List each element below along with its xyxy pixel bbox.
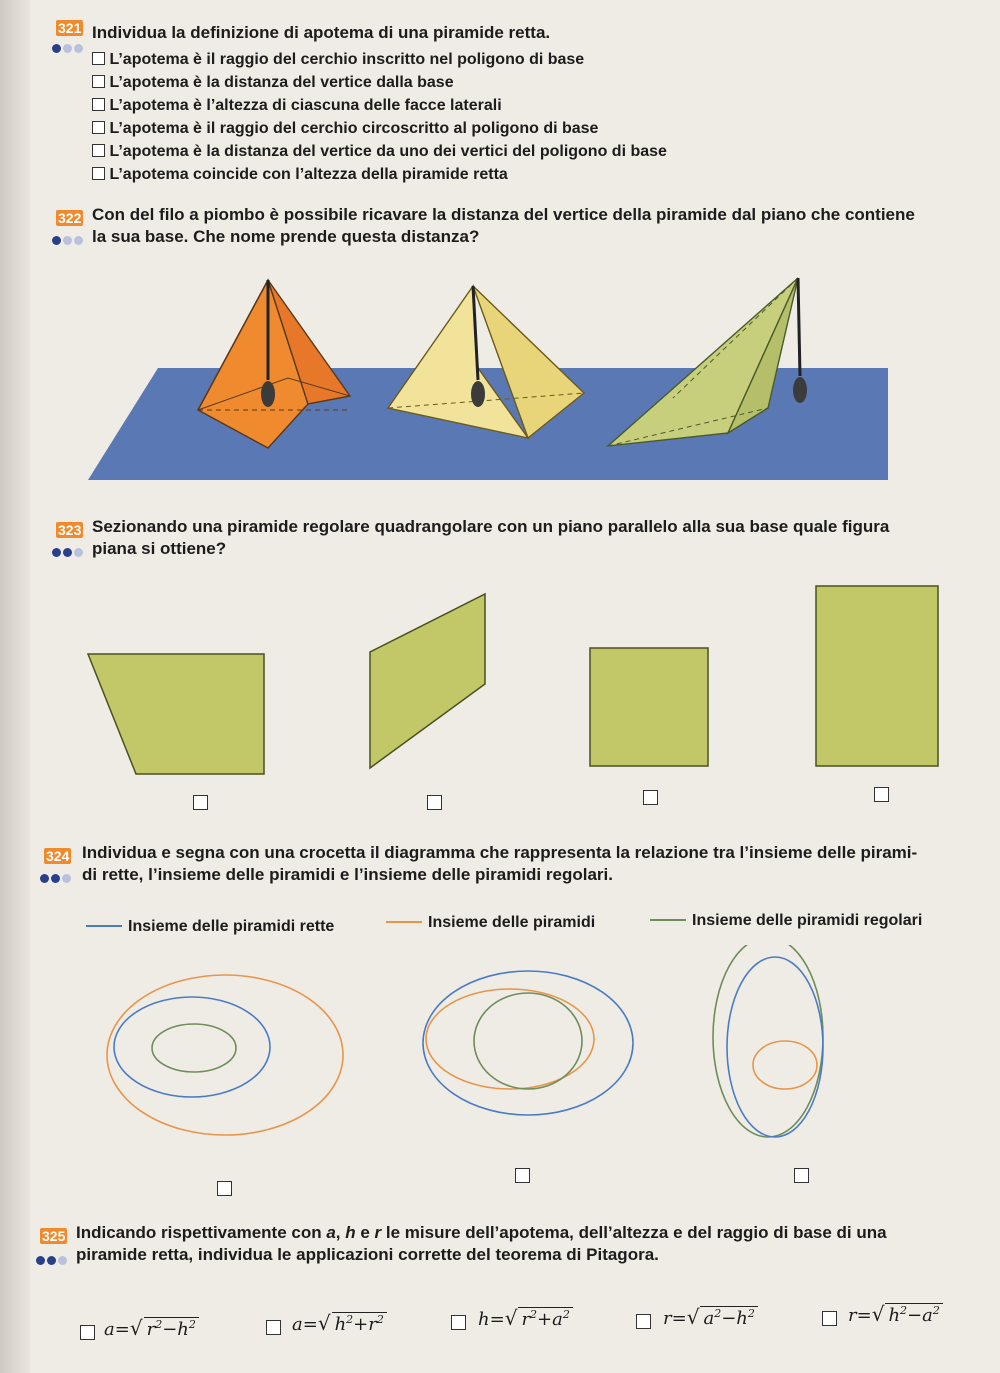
option-321-1[interactable]: L’apotema è il raggio del cerchio inscritto nel poligono di base xyxy=(92,48,667,71)
exercise-number-323: 323 xyxy=(58,522,82,538)
option-321-3[interactable]: L’apotema è l’altezza di ciascuna delle facce laterali xyxy=(92,94,667,117)
difficulty-dots-322 xyxy=(52,232,85,250)
checkbox-formula-2[interactable] xyxy=(266,1320,281,1335)
option-321-2[interactable]: L’apotema è la distanza del vertice dalla base xyxy=(92,71,667,94)
plumb-line-illustration xyxy=(88,268,888,480)
difficulty-dots-321 xyxy=(52,40,85,58)
checkbox[interactable] xyxy=(92,167,105,180)
question-324: Individua e segna con una crocetta il diagramma che rappresenta la relazione tra l’insieme delle pirami- di rette, l’insieme delle piramidi e l’insieme delle piramidi regolari. xyxy=(82,843,918,884)
checkbox-parallelogram[interactable] xyxy=(427,795,442,810)
checkbox[interactable] xyxy=(92,98,105,111)
difficulty-dots-325 xyxy=(36,1252,69,1270)
checkbox-rectangle[interactable] xyxy=(874,787,889,802)
checkbox-formula-5[interactable] xyxy=(822,1311,837,1326)
exercise-number-324: 324 xyxy=(46,848,70,864)
difficulty-dots-323 xyxy=(52,544,85,562)
checkbox-formula-4[interactable] xyxy=(636,1314,651,1329)
question-325: Indicando rispettivamente con a, h e r le misure dell’apotema, dell’altezza e del raggio di base di una piramide retta, individua le applicazioni corrette del teorema di Pitagora. xyxy=(76,1223,887,1264)
legend-swatch-orange xyxy=(386,921,422,923)
page-edge-shadow xyxy=(0,0,30,1373)
option-321-5[interactable]: L’apotema è la distanza del vertice da uno dei vertici del poligono di base xyxy=(92,140,667,163)
formula-5: r=√ $h^2-a^2$ xyxy=(848,1302,943,1326)
exercise-number-322: 322 xyxy=(58,210,82,226)
checkbox-venn-1[interactable] xyxy=(217,1181,232,1196)
section-shapes xyxy=(80,580,960,780)
exercise-number-325: 325 xyxy=(42,1228,66,1244)
rectangle-shape xyxy=(816,586,938,766)
trapezoid-shape xyxy=(88,654,264,774)
checkbox-trapezoid[interactable] xyxy=(193,795,208,810)
checkbox[interactable] xyxy=(92,52,105,65)
checkbox-square[interactable] xyxy=(643,790,658,805)
formula-4: r=√ $a^2-h^2$ xyxy=(663,1305,758,1329)
legend-swatch-green xyxy=(650,919,686,921)
option-321-4[interactable]: L’apotema è il raggio del cerchio circoscritto al poligono di base xyxy=(92,117,667,140)
checkbox-formula-1[interactable] xyxy=(80,1325,95,1340)
options-321 xyxy=(92,48,667,186)
legend-item-regolari: Insieme delle piramidi regolari xyxy=(650,912,922,930)
square-shape xyxy=(590,648,708,766)
checkbox-venn-2[interactable] xyxy=(515,1168,530,1183)
venn-diagram-3 xyxy=(713,945,823,1137)
parallelogram-shape xyxy=(370,594,485,768)
exercise-number-321: 321 xyxy=(58,20,82,36)
checkbox[interactable] xyxy=(92,121,105,134)
legend-item-rette: Insieme delle piramidi rette xyxy=(86,918,334,936)
legend-item-piramidi: Insieme delle piramidi xyxy=(386,914,595,932)
venn-diagrams xyxy=(80,945,880,1165)
checkbox[interactable] xyxy=(92,75,105,88)
question-322: Con del filo a piombo è possibile ricavare la distanza del vertice della piramide dal piano che contiene la sua base. Che nome prende questa distanza? xyxy=(92,205,915,246)
question-321: Individua la definizione di apotema di una piramide retta. xyxy=(92,23,551,42)
checkbox-venn-3[interactable] xyxy=(794,1168,809,1183)
formula-1: a=√ $r^2-h^2$ xyxy=(104,1316,199,1340)
venn-diagram-1 xyxy=(107,975,343,1135)
checkbox-formula-3[interactable] xyxy=(451,1315,466,1330)
option-321-6[interactable]: L’apotema coincide con l’altezza della piramide retta xyxy=(92,163,667,186)
question-323: Sezionando una piramide regolare quadrangolare con un piano parallelo alla sua base quale figura piana si ottiene? xyxy=(92,517,890,558)
checkbox[interactable] xyxy=(92,144,105,157)
legend-swatch-blue xyxy=(86,925,122,927)
venn-diagram-2 xyxy=(423,971,633,1115)
formula-3: h=√ $r^2+a^2$ xyxy=(478,1306,573,1330)
difficulty-dots-324 xyxy=(40,870,73,888)
formula-2: a=√ $h^2+r^2$ xyxy=(292,1311,387,1335)
